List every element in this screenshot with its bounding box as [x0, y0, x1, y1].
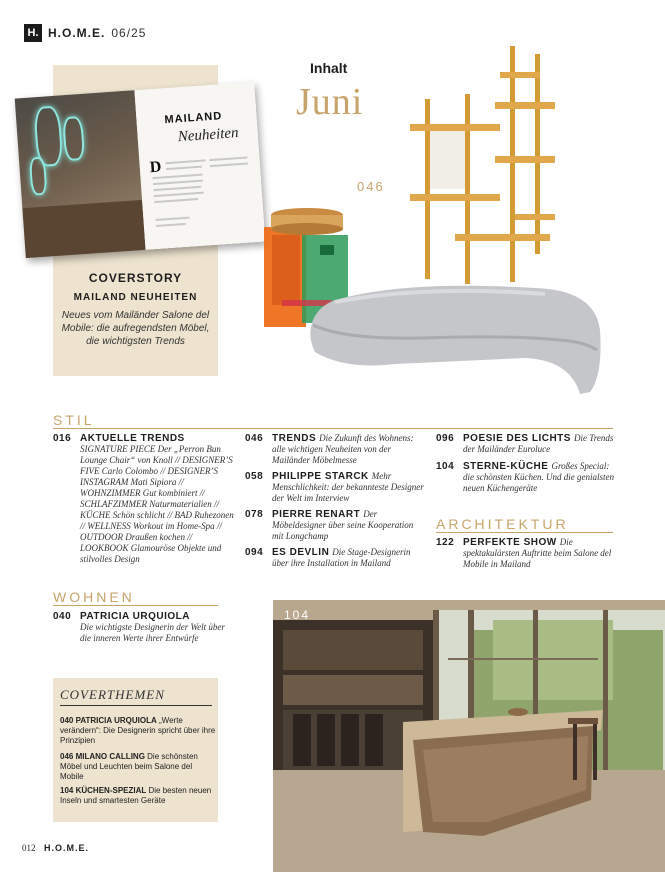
toc-entry: [245, 433, 425, 466]
kitchen-photo: [273, 600, 665, 872]
section-heading-stil: STIL: [53, 412, 95, 428]
coverthemen-title: PATRICIA URQUIOLA: [75, 716, 157, 725]
sofa-illustration: [305, 280, 605, 400]
toc-title: ES DEVLIN: [272, 547, 330, 558]
section-heading-wohnen: WOHNEN: [53, 589, 135, 605]
coverstory-subtitle: MAILAND NEUHEITEN: [73, 292, 198, 303]
coverthemen-page: 104: [60, 786, 74, 795]
issue-month: Juni: [296, 81, 364, 123]
coverthemen-page: 040: [60, 716, 74, 725]
coverthemen-text: „Werte verändern“: Die Designerin spricht über ihre Prinzipien: [60, 716, 216, 745]
toc-title: PHILIPPE STARCK: [272, 471, 369, 482]
toc-page-number: 040: [53, 611, 72, 622]
coverstory-description: Neues vom Mailänder Salone del Mobile: die aufregendsten Möbel, die wichtigsten Trends: [61, 310, 210, 347]
magazine-spread-image: [15, 82, 266, 258]
magazine-title: H.O.M.E.: [48, 26, 106, 40]
toc-entry: [436, 537, 621, 570]
coverthemen-text: Die besten neuen Inseln und smartesten Geräte: [60, 786, 212, 805]
toc-title: POESIE DES LICHTS: [463, 433, 571, 444]
toc-page-number: 094: [245, 547, 264, 558]
toc-text: Mehr Menschlichkeit: der bekannteste Designer der Welt im Interview: [272, 471, 424, 503]
toc-page-number: 058: [245, 471, 264, 482]
shelf-illustration: [405, 44, 565, 284]
section-divider-stil: [53, 428, 613, 429]
toc-page-number: 046: [245, 433, 264, 444]
toc-entry: [436, 433, 621, 455]
coverthemen-heading: COVERTHEMEN: [60, 687, 165, 702]
magazine-text-page: [134, 82, 265, 250]
toc-page-number: 078: [245, 509, 264, 520]
coverthemen-item: [60, 752, 216, 782]
toc-entry: [245, 509, 425, 542]
section-heading-architektur: ARCHITEKTUR: [436, 516, 569, 532]
coverthemen-title: KÜCHEN-SPEZIAL: [75, 786, 147, 795]
section-divider-wohnen: [53, 605, 218, 606]
footer-page-number: 012: [22, 843, 36, 853]
toc-entry: [245, 471, 425, 504]
toc-page-number: 104: [436, 461, 455, 472]
kitchen-page-number: 104: [284, 608, 311, 622]
toc-entry: [436, 461, 621, 494]
issue-number: 06/25: [111, 26, 147, 40]
coverthemen-text: Die schönsten Möbel und Leuchten beim Salone del Mobile: [60, 752, 198, 781]
toc-text: Die Stage-Designerin über ihre Installation in Mailand: [272, 547, 411, 568]
contents-label: Inhalt: [310, 60, 348, 76]
coverthemen-divider: [60, 705, 212, 706]
toc-text: SIGNATURE PIECE Der „Perron Bun Lounge Chair“ von Knoll // DESIGNER’S FIVE Carlo Colombo // DESIGNER’S INSTAGRAM Mati Sipiora // WOHNZIMMER Gut kombiniert // SCHLAFZIMMER Naturmaterialien // KÜCHE Schön schlicht // BAD Ruhezonen // WELLNESS Workout im Home-Spa // OUTDOOR Draußen kochen // LOOKBOOK Glamouröse Objekte und stilvolles Design: [80, 444, 234, 564]
toc-text: Die Trends der Mailänder Euroluce: [463, 433, 614, 454]
toc-page-number: 016: [53, 433, 72, 444]
toc-entry: [53, 611, 228, 644]
magazine-dropcap: D: [149, 158, 162, 177]
toc-text: Die Zukunft des Wohnens: alle wichtigen Neuheiten von der Mailänder Möbelmesse: [272, 433, 414, 465]
coverthemen-item: [60, 786, 216, 806]
page-footer: [22, 843, 89, 853]
magazine-heading: MAILAND: [164, 110, 223, 127]
feature-page-number: 046: [357, 179, 385, 194]
toc-page-number: 096: [436, 433, 455, 444]
toc-title: TRENDS: [272, 433, 317, 444]
toc-title: AKTUELLE TRENDS: [80, 433, 185, 444]
coverthemen-item: [60, 716, 216, 746]
toc-text: Großes Special: die schönsten Küchen. Und die genialsten neuen Küchengeräte: [463, 461, 614, 493]
toc-text: Die wichtigste Designerin der Welt über die inneren Werte ihrer Entwürfe: [80, 622, 225, 643]
coverstory-label: COVERSTORY: [88, 271, 183, 285]
brand-logo: H.: [24, 24, 42, 42]
magazine-script-heading: Neuheiten: [177, 125, 240, 146]
toc-page-number: 122: [436, 537, 455, 548]
coverthemen-page: 046: [60, 752, 74, 761]
toc-title: STERNE-KÜCHE: [463, 461, 549, 472]
toc-text: Die spektakulärsten Auftritte beim Salone del Mobile in Mailand: [463, 537, 612, 569]
toc-title: PERFEKTE SHOW: [463, 537, 557, 548]
footer-brand: H.O.M.E.: [44, 843, 90, 853]
coverthemen-title: MILANO CALLING: [75, 752, 145, 761]
toc-title: PATRICIA URQUIOLA: [80, 611, 190, 622]
toc-entry: [53, 433, 238, 565]
section-divider-architektur: [436, 532, 613, 533]
toc-entry: [245, 547, 425, 569]
page-header: [24, 24, 146, 42]
toc-text: Der Möbeldesigner über seine Kooperation mit Longchamp: [272, 509, 414, 541]
magazine-photo-page: [15, 90, 146, 258]
toc-title: PIERRE RENART: [272, 509, 361, 520]
